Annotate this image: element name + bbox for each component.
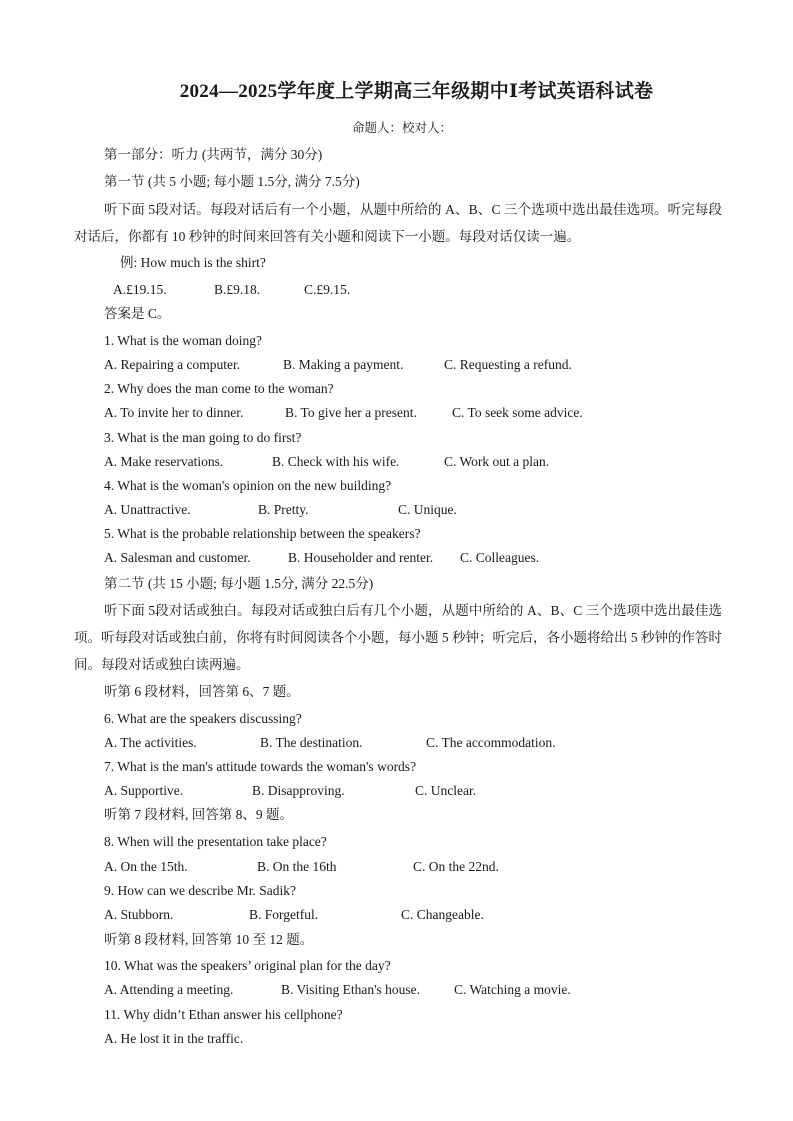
- example-question: 例: How much is the shirt?: [120, 255, 266, 270]
- example-answer: 答案是 C。: [104, 306, 171, 321]
- question-7: 7. What is the man's attitude towards the woman's words?: [104, 759, 417, 774]
- q7-option-a: A. Supportive.: [104, 783, 184, 798]
- q2-option-b: B. To give her a present.: [285, 405, 417, 420]
- question-4: 4. What is the woman's opinion on the new building?: [104, 478, 392, 493]
- section1-instructions: 听下面 5段对话。每段对话后有一个小题，从题中所给的 A、B、C 三个选项中选出最佳选项。听完每段对话后，你都有 10 秒钟的时间来回答有关小题和阅读下一小题。每段对话仅读一遍。: [74, 202, 722, 244]
- question-9: 9. How can we describe Mr. Sadik?: [104, 883, 296, 898]
- question-5: 5. What is the probable relationship between the speakers?: [104, 526, 421, 541]
- q6-option-a: A. The activities.: [104, 735, 197, 750]
- q9-option-b: B. Forgetful.: [249, 907, 319, 922]
- q3-option-b: B. Check with his wife.: [272, 454, 400, 469]
- example-option-c: C.£9.15.: [304, 282, 351, 297]
- section2-heading: 第二节 (共 15 小题; 每小题 1.5分, 满分 22.5分): [104, 576, 374, 591]
- exam-title: 2024—2025学年度上学期高三年级期中Ⅰ考试英语科试卷: [179, 81, 654, 102]
- section1-heading: 第一节 (共 5 小题; 每小题 1.5分, 满分 7.5分): [104, 174, 360, 189]
- q8-option-a: A. On the 15th.: [104, 859, 188, 874]
- example-option-a: A.£19.15.: [113, 282, 167, 297]
- q2-option-c: C. To seek some advice.: [452, 405, 583, 420]
- q3-option-a: A. Make reservations.: [104, 454, 224, 469]
- question-3: 3. What is the man going to do first?: [104, 430, 302, 445]
- q8-option-b: B. On the 16th: [257, 859, 337, 874]
- q3-option-c: C. Work out a plan.: [444, 454, 550, 469]
- question-10: 10. What was the speakers’ original plan for the day?: [104, 958, 391, 973]
- question-11: 11. Why didn’t Ethan answer his cellphone?: [104, 1007, 343, 1022]
- q9-option-a: A. Stubborn.: [104, 907, 174, 922]
- material-7-heading: 听第 7 段材料, 回答第 8、9 题。: [104, 807, 293, 822]
- question-2: 2. Why does the man come to the woman?: [104, 381, 334, 396]
- q7-option-c: C. Unclear.: [415, 783, 477, 798]
- question-8: 8. When will the presentation take place?: [104, 834, 327, 849]
- q11-option-a: A. He lost it in the traffic.: [104, 1031, 244, 1046]
- q10-option-b: B. Visiting Ethan's house.: [281, 982, 421, 997]
- q5-option-b: B. Householder and renter.: [288, 550, 434, 565]
- material-6-heading: 听第 6 段材料，回答第 6、7 题。: [104, 684, 300, 699]
- q2-option-a: A. To invite her to dinner.: [104, 405, 244, 420]
- q9-option-c: C. Changeable.: [401, 907, 484, 922]
- part-heading: 第一部分：听力 (共两节，满分 30分): [104, 147, 323, 162]
- q6-option-c: C. The accommodation.: [426, 735, 556, 750]
- question-6: 6. What are the speakers discussing?: [104, 711, 302, 726]
- question-1: 1. What is the woman doing?: [104, 333, 262, 348]
- q10-option-a: A. Attending a meeting.: [104, 982, 234, 997]
- q8-option-c: C. On the 22nd.: [413, 859, 499, 874]
- q5-option-a: A. Salesman and customer.: [104, 550, 251, 565]
- q4-option-b: B. Pretty.: [258, 502, 309, 517]
- material-8-heading: 听第 8 段材料, 回答第 10 至 12 题。: [104, 932, 314, 947]
- q1-option-b: B. Making a payment.: [283, 357, 404, 372]
- q5-option-c: C. Colleagues.: [460, 550, 540, 565]
- q4-option-c: C. Unique.: [398, 502, 457, 517]
- example-option-b: B.£9.18.: [214, 282, 261, 297]
- q7-option-b: B. Disapproving.: [252, 783, 345, 798]
- q10-option-c: C. Watching a movie.: [454, 982, 571, 997]
- section2-instructions: 听下面 5段对话或独白。每段对话或独白后有几个小题，从题中所给的 A、B、C 三个选项中选出最佳选项。听每段对话或独白前，你将有时间阅读各个小题，每小题 5 秒钟；听完后，各小题将给出 5 秒钟的作答时间。每段对话或独白读两遍。: [74, 603, 722, 672]
- byline: 命题人：校对人：: [352, 121, 453, 135]
- q1-option-c: C. Requesting a refund.: [444, 357, 572, 372]
- q1-option-a: A. Repairing a computer.: [104, 357, 241, 372]
- q4-option-a: A. Unattractive.: [104, 502, 191, 517]
- q6-option-b: B. The destination.: [260, 735, 363, 750]
